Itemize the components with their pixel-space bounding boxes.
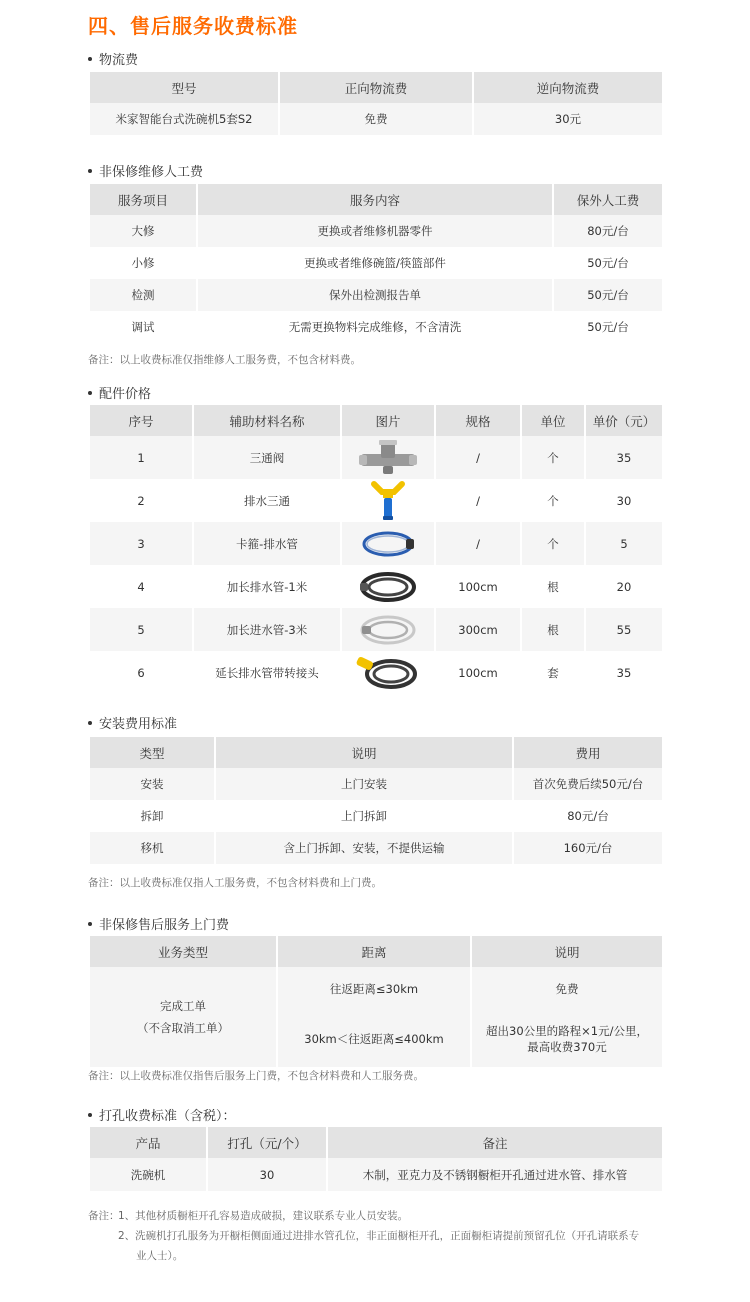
cell-no: 2 <box>90 479 192 522</box>
cell-content: 无需更换物料完成维修，不含清洗 <box>198 311 552 343</box>
col-header-description: 说明 <box>216 737 512 768</box>
cell-fee: 50元/台 <box>554 279 662 311</box>
cell-spec: / <box>436 522 520 565</box>
cell-price: 55 <box>586 608 662 651</box>
cell-content: 更换或者维修碗篮/筷篮部件 <box>198 247 552 279</box>
cell-fee: 首次免费后续50元/台 <box>514 768 662 800</box>
bullet-dot <box>88 169 92 173</box>
inlet-hose-icon <box>356 612 420 648</box>
drain-tee-icon <box>368 480 408 522</box>
table-row <box>90 247 662 279</box>
table-row <box>90 1158 662 1191</box>
table-row <box>90 800 662 832</box>
section-title-text: 配件价格 <box>99 387 152 402</box>
footnote-item-1 <box>88 1206 678 1226</box>
cell-unit: 个 <box>522 479 584 522</box>
bullet-dot <box>88 721 92 725</box>
visit-note: 备注：以上收费标准仅指售后服务上门费，不包含材料费和人工服务费。 <box>88 1070 424 1082</box>
col-header-fee: 费用 <box>514 737 662 768</box>
cell-content: 更换或者维修机器零件 <box>198 215 552 247</box>
cell-name: 卡箍-排水管 <box>194 522 340 565</box>
bullet-dot <box>88 922 92 926</box>
section-title-text: 打孔收费标准（含税）： <box>99 1109 236 1124</box>
cell-fee: 80元/台 <box>554 215 662 247</box>
cell-unit: 个 <box>522 522 584 565</box>
cell-no: 4 <box>90 565 192 608</box>
footnote-text-1: 1、其他材质橱柜开孔容易造成破损，建议联系专业人员安装。 <box>118 1210 409 1222</box>
bullet-dot <box>88 57 92 61</box>
col-header-product: 产品 <box>90 1127 206 1158</box>
table-row <box>90 479 662 522</box>
col-header-service-item: 服务项目 <box>90 184 196 215</box>
cell-item: 大修 <box>90 215 196 247</box>
cell-item: 小修 <box>90 247 196 279</box>
col-header-spec: 规格 <box>436 405 520 436</box>
col-header-reverse-fee: 逆向物流费 <box>474 72 662 103</box>
cell-type: 拆卸 <box>90 800 214 832</box>
explanation-line2: 最高收费370元 <box>527 1040 607 1054</box>
footnote <box>88 1206 678 1266</box>
footnote-text-2a: 2、洗碗机打孔服务为开橱柜侧面通过进排水管孔位，非正面橱柜开孔，正面橱柜请提前预留孔位（开孔请联系专 <box>118 1230 640 1242</box>
cell-price: 35 <box>586 436 662 479</box>
cell-description: 上门拆卸 <box>216 800 512 832</box>
table-row <box>90 565 662 608</box>
cell-picture <box>342 651 434 694</box>
repair-note: 备注：以上收费标准仅指维修人工服务费，不包含材料费。 <box>88 354 361 366</box>
cell-unit: 根 <box>522 608 584 651</box>
cell-description: 含上门拆卸、安装，不提供运输 <box>216 832 512 864</box>
cell-distance: 30km＜往返距离≤400km <box>278 1011 470 1067</box>
cell-picture <box>342 522 434 565</box>
hose-clamp-icon <box>358 527 418 561</box>
table-row <box>90 608 662 651</box>
cell-price: 5 <box>586 522 662 565</box>
drain-hose-icon <box>356 569 420 605</box>
col-header-labor-fee: 保外人工费 <box>554 184 662 215</box>
cell-description: 上门安装 <box>216 768 512 800</box>
col-header-model: 型号 <box>90 72 278 103</box>
section-title-repair <box>88 161 203 180</box>
cell-unit: 根 <box>522 565 584 608</box>
cell-price: 30 <box>586 479 662 522</box>
section-title-text: 非保修售后服务上门费 <box>99 918 230 933</box>
cell-picture <box>342 436 434 479</box>
section-title-drill <box>88 1105 236 1124</box>
col-header-explanation: 说明 <box>472 936 662 967</box>
cell-type: 安装 <box>90 768 214 800</box>
cell-spec: / <box>436 479 520 522</box>
cell-type: 移机 <box>90 832 214 864</box>
table-row <box>90 967 662 1011</box>
col-header-drill-price: 打孔（元/个） <box>208 1127 326 1158</box>
table-row <box>90 651 662 694</box>
logistics-table <box>88 72 664 135</box>
cell-drill-price: 30 <box>208 1158 326 1191</box>
col-header-service-content: 服务内容 <box>198 184 552 215</box>
cell-explanation <box>472 1011 662 1067</box>
cell-spec: 100cm <box>436 651 520 694</box>
col-header-remark: 备注 <box>328 1127 662 1158</box>
cell-name: 加长进水管-3米 <box>194 608 340 651</box>
table-row <box>90 103 662 135</box>
parts-price-table <box>88 405 664 694</box>
section-title-install <box>88 713 177 732</box>
footnote-text-2b: 业人士）。 <box>136 1250 184 1262</box>
section-title-text: 非保修维修人工费 <box>99 165 204 180</box>
tee-valve-icon <box>353 438 423 478</box>
cell-spec: 300cm <box>436 608 520 651</box>
cell-reverse-fee: 30元 <box>474 103 662 135</box>
cell-item: 调试 <box>90 311 196 343</box>
cell-fee: 160元/台 <box>514 832 662 864</box>
table-row <box>90 279 662 311</box>
table-row <box>90 215 662 247</box>
cell-explanation: 免费 <box>472 967 662 1011</box>
cell-spec: 100cm <box>436 565 520 608</box>
cell-name: 延长排水管带转接头 <box>194 651 340 694</box>
col-header-forward-fee: 正向物流费 <box>280 72 472 103</box>
install-note: 备注：以上收费标准仅指人工服务费，不包含材料费和上门费。 <box>88 877 382 889</box>
cell-item: 检测 <box>90 279 196 311</box>
cell-content: 保外出检测报告单 <box>198 279 552 311</box>
cell-business-type <box>90 967 276 1067</box>
col-header-unit: 单位 <box>522 405 584 436</box>
repair-fee-table <box>88 184 664 343</box>
explanation-line1: 超出30公里的路程×1元/公里， <box>486 1024 648 1038</box>
cell-forward-fee: 免费 <box>280 103 472 135</box>
bullet-dot <box>88 391 92 395</box>
col-header-no: 序号 <box>90 405 192 436</box>
cell-fee: 80元/台 <box>514 800 662 832</box>
col-header-type: 类型 <box>90 737 214 768</box>
footnote-lead: 备注： <box>88 1210 120 1222</box>
col-header-material-name: 辅助材料名称 <box>194 405 340 436</box>
cell-no: 1 <box>90 436 192 479</box>
cell-no: 3 <box>90 522 192 565</box>
table-row <box>90 522 662 565</box>
table-row <box>90 311 662 343</box>
table-row <box>90 832 662 864</box>
cell-model: 米家智能台式洗碗机5套S2 <box>90 103 278 135</box>
table-row <box>90 436 662 479</box>
cell-name: 排水三通 <box>194 479 340 522</box>
business-type-line2: （不含取消工单） <box>137 1021 229 1035</box>
cell-unit: 套 <box>522 651 584 694</box>
cell-product: 洗碗机 <box>90 1158 206 1191</box>
cell-spec: / <box>436 436 520 479</box>
cell-name: 加长排水管-1米 <box>194 565 340 608</box>
section-title-logistics <box>88 49 138 68</box>
page-heading: 四、售后服务收费标准 <box>88 14 298 38</box>
section-title-parts <box>88 383 151 402</box>
col-header-unit-price: 单价（元） <box>586 405 662 436</box>
footnote-item-2-cont <box>88 1246 678 1266</box>
cell-picture <box>342 608 434 651</box>
cell-no: 5 <box>90 608 192 651</box>
visit-fee-table <box>88 936 664 1067</box>
bullet-dot <box>88 1113 92 1117</box>
cell-no: 6 <box>90 651 192 694</box>
col-header-picture: 图片 <box>342 405 434 436</box>
extension-hose-icon <box>353 653 423 693</box>
footnote-item-2 <box>88 1226 678 1246</box>
col-header-distance: 距离 <box>278 936 470 967</box>
drill-fee-table <box>88 1127 664 1191</box>
cell-distance: 往返距离≤30km <box>278 967 470 1011</box>
cell-fee: 50元/台 <box>554 311 662 343</box>
col-header-business-type: 业务类型 <box>90 936 276 967</box>
cell-remark: 木制，亚克力及不锈钢橱柜开孔通过进水管、排水管 <box>328 1158 662 1191</box>
cell-unit: 个 <box>522 436 584 479</box>
cell-name: 三通阀 <box>194 436 340 479</box>
table-row <box>90 768 662 800</box>
cell-fee: 50元/台 <box>554 247 662 279</box>
cell-picture <box>342 479 434 522</box>
cell-picture <box>342 565 434 608</box>
section-title-visit <box>88 914 229 933</box>
install-fee-table <box>88 737 664 864</box>
cell-price: 20 <box>586 565 662 608</box>
business-type-line1: 完成工单 <box>160 999 206 1013</box>
section-title-text: 物流费 <box>99 53 139 68</box>
cell-price: 35 <box>586 651 662 694</box>
section-title-text: 安装费用标准 <box>99 717 178 732</box>
